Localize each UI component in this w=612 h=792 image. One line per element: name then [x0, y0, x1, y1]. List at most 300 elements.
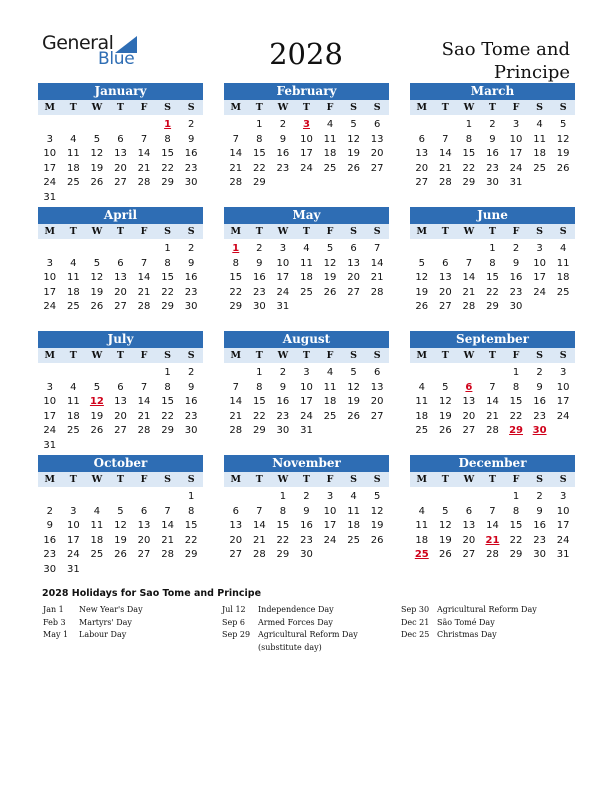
- weekday-label: M: [230, 350, 242, 361]
- day-cell: 24: [323, 534, 337, 546]
- day-cell: 27: [347, 286, 360, 298]
- day-cell: 21: [252, 534, 266, 546]
- weekday-label: T: [116, 350, 124, 361]
- month-title: March: [410, 83, 575, 100]
- day-cell: 6: [117, 133, 124, 145]
- day-cell: 4: [418, 381, 425, 393]
- day-grid: [224, 490, 389, 563]
- day-cell: 21: [161, 534, 174, 546]
- weekday-label: F: [512, 350, 520, 361]
- weekday-label: T: [255, 226, 263, 237]
- month-february: [224, 83, 389, 191]
- day-cell: 8: [256, 381, 263, 393]
- day-cell: 28: [370, 286, 384, 298]
- day-cell: 27: [462, 549, 476, 561]
- day-cell: 16: [184, 148, 198, 160]
- day-cell: 4: [303, 243, 310, 254]
- empty-cell: [85, 118, 109, 133]
- day-cell: 14: [161, 520, 174, 532]
- weekday-label: S: [164, 226, 172, 237]
- day-cell: 25: [556, 286, 570, 298]
- day-cell: 7: [373, 243, 381, 254]
- day-cell: 7: [489, 505, 496, 517]
- day-cell: 5: [418, 257, 425, 269]
- day-cell: 30: [533, 549, 546, 561]
- day-cell: 8: [512, 381, 520, 393]
- holiday-name: New Year's Day: [79, 605, 143, 614]
- weekday-label: T: [116, 474, 124, 485]
- day-cell: 27: [229, 549, 243, 561]
- weekday-label: S: [373, 226, 381, 237]
- empty-cell: [38, 118, 62, 133]
- holiday-date: Sep 29: [222, 630, 251, 640]
- weekday-label: W: [91, 102, 103, 113]
- holiday-day-cell: 30: [532, 425, 547, 437]
- day-cell: 7: [140, 257, 148, 269]
- day-cell: 17: [556, 396, 570, 408]
- day-cell: 28: [137, 301, 151, 313]
- day-cell: 5: [93, 257, 101, 269]
- day-cell: 20: [415, 162, 429, 174]
- holiday-row: [222, 629, 392, 654]
- weekday-header: [410, 224, 575, 239]
- weekday-header: [410, 100, 575, 115]
- day-cell: 29: [509, 549, 523, 561]
- day-cell: 20: [462, 410, 476, 422]
- holiday-name: Martyrs' Day: [79, 617, 132, 627]
- day-cell: 1: [465, 119, 473, 130]
- day-cell: 10: [43, 148, 57, 160]
- empty-cell: [38, 242, 62, 257]
- day-cell: 1: [256, 367, 263, 378]
- day-cell: 19: [114, 534, 127, 546]
- weekday-label: T: [488, 474, 496, 485]
- month-march: [410, 83, 575, 191]
- day-cell: 30: [486, 177, 499, 189]
- month-title: November: [224, 455, 389, 472]
- day-cell: 14: [486, 520, 499, 532]
- day-cell: 3: [70, 505, 77, 517]
- day-cell: 14: [229, 396, 243, 408]
- day-cell: 17: [43, 162, 57, 174]
- day-cell: 17: [509, 148, 523, 160]
- day-cell: 25: [415, 425, 429, 437]
- day-cell: 19: [90, 162, 104, 174]
- holiday-date: May 1: [43, 630, 69, 640]
- day-cell: 8: [279, 505, 287, 517]
- day-cell: 2: [279, 367, 287, 378]
- day-cell: 30: [184, 301, 198, 313]
- empty-cell: [62, 118, 86, 133]
- day-cell: 9: [279, 133, 287, 145]
- day-cell: 30: [184, 425, 198, 437]
- day-cell: 7: [232, 381, 239, 393]
- day-cell: 11: [300, 257, 313, 269]
- day-cell: 16: [184, 272, 198, 284]
- day-cell: 2: [187, 243, 195, 254]
- day-cell: 10: [556, 505, 570, 517]
- day-cell: 29: [486, 301, 499, 313]
- day-cell: 30: [43, 563, 57, 575]
- day-cell: 7: [232, 133, 239, 145]
- weekday-label: M: [44, 474, 56, 485]
- weekday-label: W: [277, 226, 289, 237]
- day-cell: 2: [536, 491, 543, 502]
- holiday-column: [43, 604, 213, 642]
- day-cell: 19: [556, 148, 570, 160]
- holiday-day-cell: 3: [302, 119, 310, 130]
- day-cell: 8: [232, 257, 239, 269]
- day-cell: 6: [117, 257, 124, 269]
- day-cell: 11: [66, 148, 80, 160]
- day-cell: 3: [46, 133, 53, 145]
- day-cell: 17: [43, 286, 57, 298]
- holiday-row: [43, 604, 213, 617]
- day-cell: 26: [438, 549, 452, 561]
- day-cell: 18: [415, 534, 429, 546]
- day-cell: 12: [347, 381, 360, 393]
- day-cell: 25: [323, 162, 337, 174]
- day-cell: 24: [533, 286, 546, 298]
- day-cell: 30: [252, 301, 266, 313]
- empty-cell: [109, 366, 133, 381]
- day-cell: 10: [533, 257, 546, 269]
- day-cell: 23: [184, 410, 198, 422]
- day-cell: 15: [509, 520, 523, 532]
- day-cell: 13: [462, 520, 476, 532]
- holiday-day-cell: 21: [485, 534, 500, 546]
- day-cell: 27: [415, 177, 429, 189]
- day-cell: 8: [164, 133, 171, 145]
- day-cell: 2: [46, 505, 53, 517]
- day-cell: 7: [489, 381, 496, 393]
- day-cell: 9: [256, 257, 263, 269]
- month-title: July: [38, 331, 203, 348]
- holiday-day-cell: 25: [414, 549, 429, 561]
- day-cell: 18: [347, 520, 360, 532]
- day-grid: [410, 490, 575, 563]
- day-cell: 11: [66, 272, 80, 284]
- day-cell: 27: [114, 177, 127, 189]
- day-cell: 24: [43, 177, 57, 189]
- weekday-label: M: [416, 226, 428, 237]
- holiday-row: [401, 604, 571, 617]
- weekday-label: S: [559, 102, 567, 113]
- day-cell: 26: [90, 301, 104, 313]
- day-cell: 10: [556, 381, 570, 393]
- weekday-label: S: [350, 350, 358, 361]
- day-cell: 17: [276, 272, 290, 284]
- weekday-label: S: [559, 350, 567, 361]
- day-cell: 26: [556, 162, 570, 174]
- weekday-label: T: [488, 350, 496, 361]
- holiday-name: Agricultural Reform Day: [437, 605, 537, 614]
- day-cell: 3: [559, 367, 567, 378]
- day-cell: 31: [66, 563, 80, 575]
- day-cell: 26: [347, 410, 360, 422]
- day-cell: 28: [137, 425, 151, 437]
- day-cell: 28: [229, 177, 243, 189]
- day-cell: 31: [300, 425, 313, 437]
- day-cell: 21: [486, 410, 499, 422]
- day-cell: 4: [70, 381, 77, 393]
- empty-cell: [457, 490, 481, 505]
- day-cell: 6: [465, 505, 473, 517]
- day-cell: 12: [556, 133, 570, 145]
- day-cell: 25: [300, 286, 313, 298]
- day-cell: 7: [140, 133, 148, 145]
- day-cell: 14: [370, 257, 384, 269]
- holiday-name: Christmas Day: [437, 630, 497, 640]
- day-cell: 1: [164, 243, 171, 254]
- day-cell: 9: [536, 381, 543, 393]
- day-cell: 24: [300, 162, 313, 174]
- day-grid: [38, 490, 203, 578]
- day-cell: 15: [509, 396, 523, 408]
- day-cell: 21: [137, 286, 151, 298]
- day-cell: 4: [93, 505, 101, 517]
- weekday-label: S: [187, 350, 195, 361]
- day-cell: 18: [90, 534, 104, 546]
- day-cell: 23: [533, 534, 546, 546]
- day-cell: 29: [229, 301, 243, 313]
- day-cell: 3: [512, 119, 520, 130]
- day-cell: 13: [114, 148, 127, 160]
- day-cell: 16: [252, 272, 266, 284]
- day-cell: 25: [66, 425, 80, 437]
- weekday-label: W: [91, 226, 103, 237]
- holiday-name: São Tomé Day: [437, 617, 495, 627]
- day-cell: 31: [43, 439, 57, 451]
- day-cell: 12: [114, 520, 127, 532]
- day-cell: 15: [276, 520, 290, 532]
- day-cell: 28: [161, 549, 174, 561]
- empty-cell: [434, 242, 458, 257]
- weekday-label: M: [44, 350, 56, 361]
- holiday-date: Jan 1: [43, 605, 64, 614]
- weekday-label: M: [416, 102, 428, 113]
- empty-cell: [410, 242, 434, 257]
- day-cell: 19: [90, 410, 104, 422]
- day-cell: 23: [276, 410, 290, 422]
- day-cell: 2: [489, 119, 496, 130]
- day-cell: 10: [509, 133, 523, 145]
- month-title: September: [410, 331, 575, 348]
- day-cell: 17: [533, 272, 546, 284]
- month-january: [38, 83, 203, 206]
- day-cell: 9: [187, 257, 195, 269]
- day-cell: 1: [512, 367, 520, 378]
- day-cell: 16: [276, 396, 290, 408]
- day-cell: 25: [90, 549, 104, 561]
- day-cell: 22: [252, 162, 266, 174]
- day-cell: 15: [161, 396, 174, 408]
- weekday-label: T: [441, 226, 449, 237]
- day-cell: 13: [137, 520, 151, 532]
- day-cell: 17: [323, 520, 337, 532]
- day-cell: 11: [415, 396, 429, 408]
- empty-cell: [224, 118, 248, 133]
- day-cell: 20: [438, 286, 452, 298]
- day-cell: 10: [43, 396, 57, 408]
- day-cell: 15: [462, 148, 476, 160]
- day-cell: 31: [556, 549, 570, 561]
- weekday-label: W: [463, 102, 475, 113]
- empty-cell: [62, 490, 86, 505]
- holiday-day-cell: 1: [164, 119, 172, 130]
- weekday-header: [224, 224, 389, 239]
- day-cell: 21: [229, 410, 243, 422]
- day-cell: 6: [232, 505, 239, 517]
- empty-cell: [38, 490, 62, 505]
- day-cell: 9: [536, 505, 543, 517]
- day-cell: 7: [164, 505, 171, 517]
- holiday-row: [222, 617, 392, 630]
- weekday-label: S: [536, 102, 544, 113]
- weekday-label: M: [416, 350, 428, 361]
- day-cell: 18: [415, 410, 429, 422]
- day-cell: 17: [43, 410, 57, 422]
- month-november: [224, 455, 389, 563]
- day-cell: 12: [90, 272, 104, 284]
- day-cell: 20: [347, 272, 360, 284]
- day-cell: 23: [43, 549, 57, 561]
- day-cell: 3: [326, 491, 334, 502]
- day-cell: 23: [300, 534, 313, 546]
- day-cell: 27: [114, 301, 127, 313]
- empty-cell: [109, 490, 133, 505]
- day-cell: 18: [66, 286, 80, 298]
- holiday-day-cell: 12: [89, 396, 104, 408]
- day-cell: 15: [252, 396, 266, 408]
- day-cell: 30: [300, 549, 313, 561]
- day-cell: 5: [350, 119, 357, 130]
- weekday-label: W: [463, 226, 475, 237]
- day-cell: 18: [66, 410, 80, 422]
- day-grid: [410, 242, 575, 315]
- day-cell: 5: [117, 505, 124, 517]
- day-cell: 2: [187, 367, 195, 378]
- day-cell: 6: [373, 367, 381, 378]
- year-title: 2028: [269, 37, 343, 71]
- day-cell: 15: [486, 272, 499, 284]
- day-cell: 4: [350, 491, 357, 502]
- day-cell: 11: [415, 520, 429, 532]
- weekday-label: W: [91, 474, 103, 485]
- day-cell: 8: [256, 133, 263, 145]
- holiday-day-cell: 6: [465, 381, 473, 393]
- month-title: December: [410, 455, 575, 472]
- day-cell: 11: [90, 520, 104, 532]
- day-cell: 9: [187, 133, 195, 145]
- day-cell: 25: [347, 534, 360, 546]
- day-cell: 6: [140, 505, 148, 517]
- weekday-label: F: [140, 102, 148, 113]
- weekday-label: S: [187, 474, 195, 485]
- day-cell: 1: [489, 243, 496, 254]
- day-cell: 13: [229, 520, 243, 532]
- empty-cell: [132, 490, 156, 505]
- weekday-label: M: [44, 226, 56, 237]
- day-grid: [38, 242, 203, 315]
- day-cell: 27: [370, 410, 384, 422]
- day-cell: 31: [276, 301, 290, 313]
- day-cell: 5: [326, 243, 334, 254]
- day-cell: 27: [114, 425, 127, 437]
- weekday-label: S: [164, 102, 172, 113]
- empty-cell: [434, 366, 458, 381]
- day-cell: 20: [370, 148, 384, 160]
- weekday-label: T: [69, 474, 77, 485]
- empty-cell: [248, 490, 272, 505]
- holiday-name: Armed Forces Day: [258, 617, 333, 627]
- day-cell: 14: [438, 148, 452, 160]
- weekday-label: T: [302, 102, 310, 113]
- month-september: [410, 331, 575, 439]
- day-cell: 22: [161, 162, 174, 174]
- day-cell: 5: [93, 133, 101, 145]
- weekday-label: T: [488, 102, 496, 113]
- weekday-label: F: [512, 474, 520, 485]
- empty-cell: [434, 118, 458, 133]
- weekday-label: W: [463, 474, 475, 485]
- weekday-header: [224, 100, 389, 115]
- day-cell: 17: [66, 534, 80, 546]
- day-cell: 13: [370, 381, 384, 393]
- day-cell: 10: [300, 133, 313, 145]
- empty-cell: [224, 490, 248, 505]
- day-cell: 28: [438, 177, 452, 189]
- day-cell: 2: [303, 491, 310, 502]
- day-cell: 21: [137, 410, 151, 422]
- day-cell: 26: [415, 301, 429, 313]
- weekday-label: S: [164, 474, 172, 485]
- day-cell: 19: [323, 272, 337, 284]
- empty-cell: [109, 118, 133, 133]
- month-december: [410, 455, 575, 563]
- empty-cell: [224, 366, 248, 381]
- day-cell: 26: [90, 177, 104, 189]
- day-cell: 14: [137, 148, 151, 160]
- holiday-date: Sep 6: [222, 617, 245, 627]
- day-cell: 13: [370, 133, 384, 145]
- day-grid: [38, 118, 203, 206]
- country-title: Sao Tome and Principe: [441, 39, 570, 83]
- day-cell: 25: [323, 410, 337, 422]
- day-cell: 16: [533, 520, 546, 532]
- day-cell: 25: [533, 162, 546, 174]
- month-title: August: [224, 331, 389, 348]
- day-cell: 26: [370, 534, 384, 546]
- empty-cell: [481, 366, 505, 381]
- weekday-label: S: [187, 226, 195, 237]
- day-cell: 2: [512, 243, 520, 254]
- day-cell: 15: [161, 272, 174, 284]
- day-cell: 21: [462, 286, 476, 298]
- weekday-label: T: [69, 226, 77, 237]
- empty-cell: [132, 118, 156, 133]
- day-cell: 31: [43, 191, 57, 203]
- day-cell: 8: [164, 257, 171, 269]
- weekday-label: S: [373, 102, 381, 113]
- weekday-label: T: [441, 102, 449, 113]
- month-title: June: [410, 207, 575, 224]
- day-cell: 6: [442, 257, 449, 269]
- day-cell: 19: [90, 286, 104, 298]
- day-cell: 31: [509, 177, 523, 189]
- weekday-label: W: [277, 102, 289, 113]
- day-cell: 20: [114, 162, 127, 174]
